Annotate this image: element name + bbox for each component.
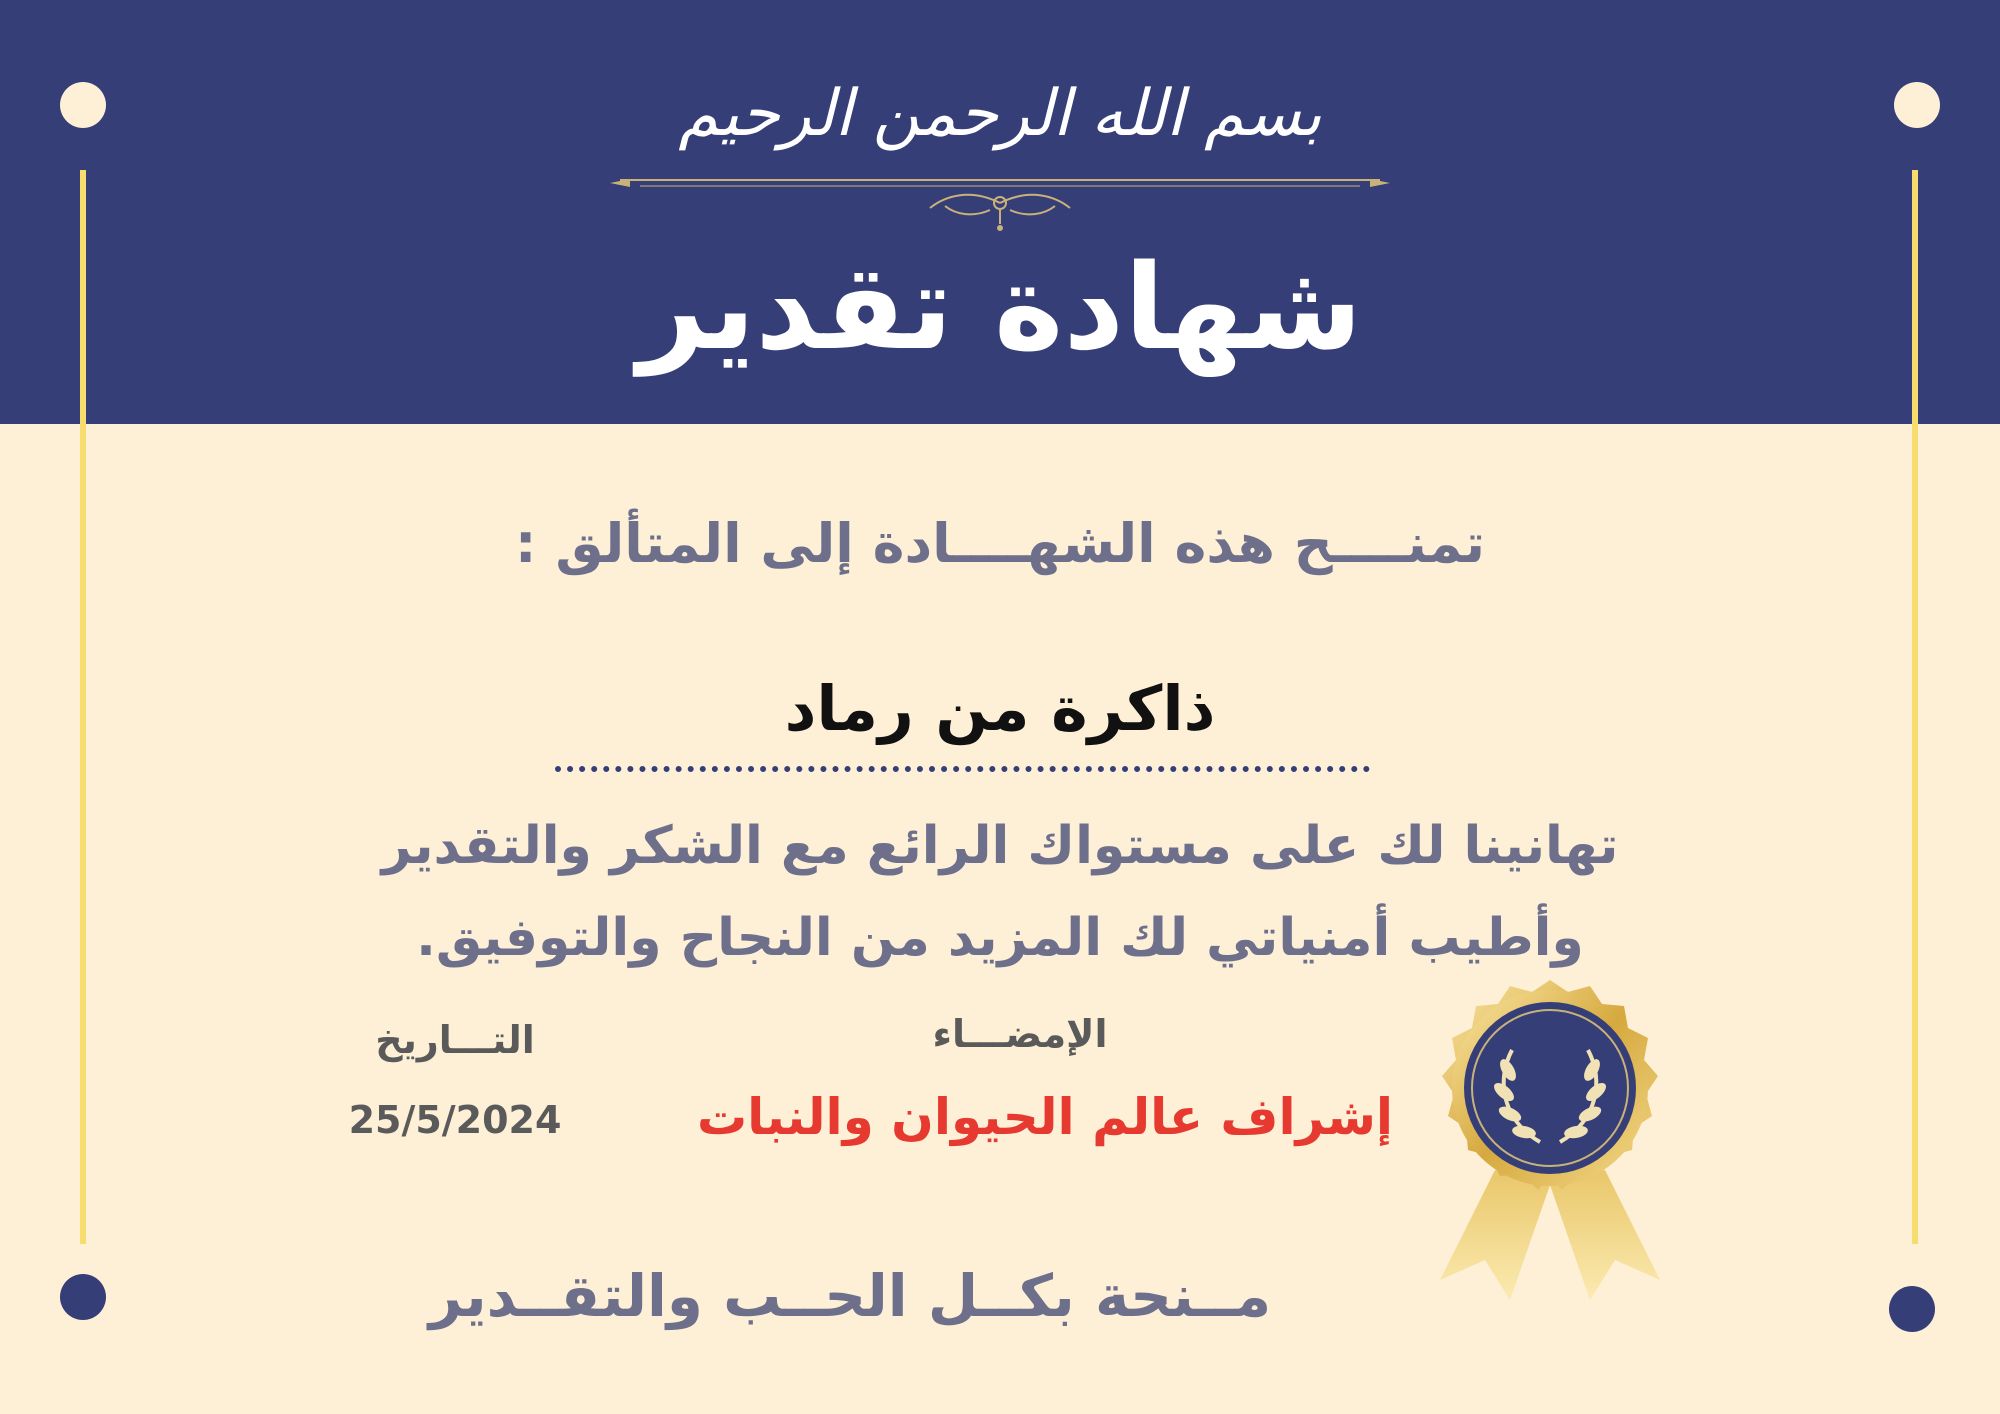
signature-value: إشراف عالم الحيوان والنبات (696, 1088, 1394, 1146)
congratulations-text (0, 800, 2000, 984)
footer-dedication: مــنحة بكــل الحــب والتقــدير (428, 1262, 1272, 1330)
basmala-text: بسم الله الرحمن الرحيم (678, 77, 1322, 151)
name-dotted-underline (555, 766, 1370, 772)
corner-dot-top-left (60, 82, 106, 128)
date-label: التـــاريخ (375, 1018, 535, 1062)
gold-ornament-divider (600, 166, 1400, 236)
congrats-line-1: تهانينا لك على مستواك الرائع مع الشكر والتقدير (381, 816, 1619, 876)
date-value: 25/5/2024 (348, 1098, 562, 1142)
congrats-line-2: وأطيب أمنياتي لك المزيد من النجاح والتوفيق. (416, 908, 1584, 968)
basmala-calligraphy (600, 40, 1400, 170)
grant-line: تمنــــح هذه الشهــــادة إلى المتألق : (514, 512, 1486, 575)
certificate-title: شهادة تقدير (637, 238, 1363, 376)
gold-medal-laurel-icon (1400, 970, 1700, 1310)
corner-dot-top-right (1894, 82, 1940, 128)
recipient-name: ذاكرة من رماد (784, 672, 1216, 745)
corner-dot-bottom-left (60, 1274, 106, 1320)
signature-label: الإمضـــاء (932, 1012, 1108, 1056)
corner-dot-bottom-right (1889, 1286, 1935, 1332)
